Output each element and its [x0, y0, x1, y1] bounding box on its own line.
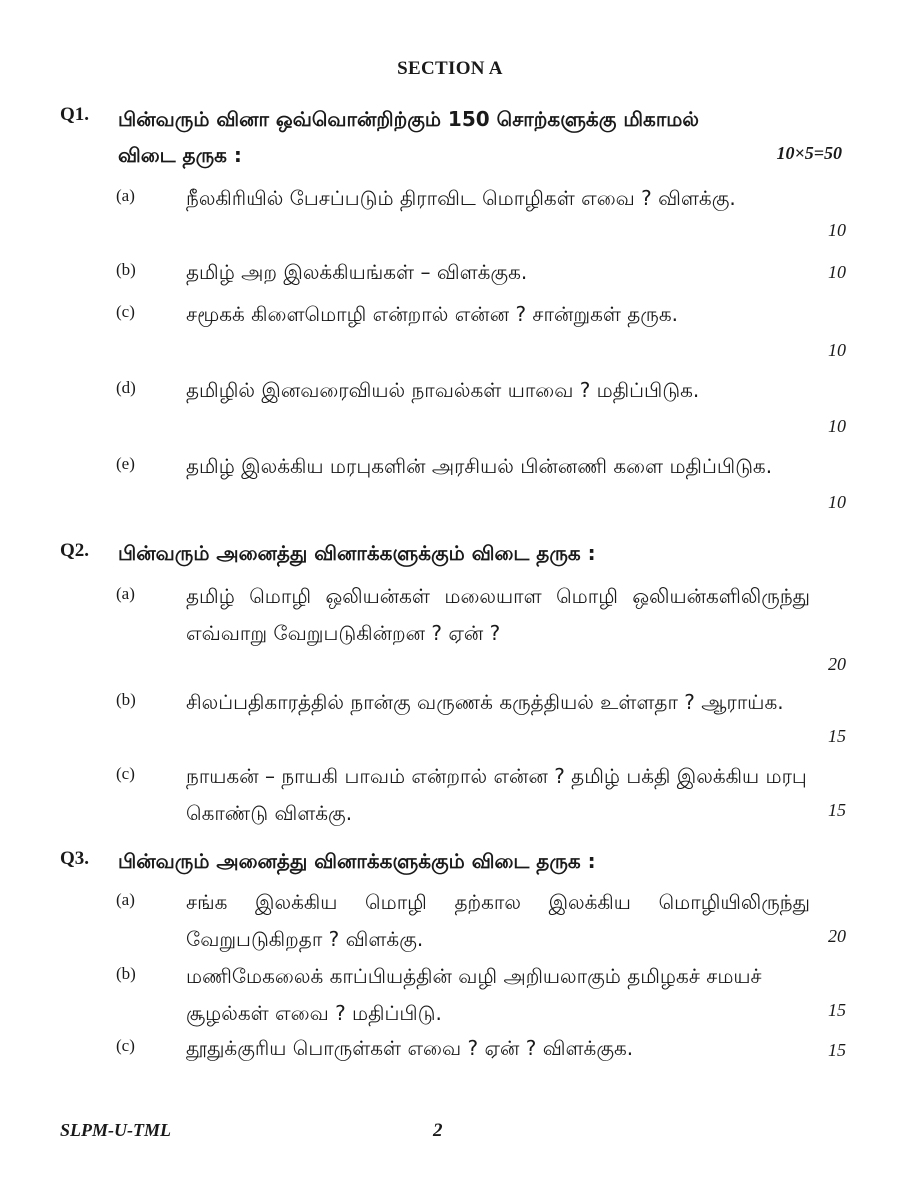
- item-label: (c): [116, 764, 135, 783]
- question-3-heading: [60, 842, 850, 882]
- question-2-item-a: [116, 578, 846, 692]
- item-label: (b): [116, 964, 136, 983]
- item-text: தூதுக்குரிய பொருள்கள் எவை ? ஏன் ? விளக்குக.: [186, 1036, 634, 1060]
- item-marks: 10: [828, 416, 846, 436]
- item-text: சங்க இலக்கிய மொழி தற்கால இலக்கிய மொழியிலிருந்து வேறுபடுகிறதா ? விளக்கு.: [186, 890, 810, 951]
- item-label: (e): [116, 454, 135, 473]
- item-text: தமிழில் இனவரைவியல் நாவல்கள் யாவை ? மதிப்பிடுக.: [186, 378, 700, 402]
- item-marks: 20: [828, 654, 846, 674]
- item-text: தமிழ் மொழி ஒலியன்கள் மலையாள மொழி ஒலியன்களிலிருந்து எவ்வாறு வேறுபடுகின்றன ? ஏன் ?: [186, 584, 810, 645]
- item-text: தமிழ் இலக்கிய மரபுகளின் அரசியல் பின்னணி களை மதிப்பிடுக.: [186, 454, 773, 478]
- question-1-item-d: [116, 372, 846, 448]
- question-1-item-a: [116, 180, 846, 256]
- item-label: (a): [116, 890, 135, 909]
- question-2-item-b: [116, 684, 846, 760]
- item-text: சமூகக் கிளைமொழி என்றால் என்ன ? சான்றுகள் தருக.: [186, 302, 678, 326]
- item-label: (a): [116, 584, 135, 603]
- question-1-heading: [60, 100, 850, 180]
- question-number: Q1.: [60, 104, 90, 125]
- item-label: (b): [116, 690, 136, 709]
- question-1-item-e: [116, 448, 846, 524]
- question-1-item-c: [116, 296, 846, 372]
- item-marks: 10: [828, 220, 846, 240]
- question-2-item-c: [116, 758, 846, 834]
- item-label: (c): [116, 1036, 135, 1055]
- question-text-line2: விடை தருக :: [118, 143, 242, 167]
- question-text-line1: பின்வரும் அனைத்து வினாக்களுக்கும் விடை தருக :: [118, 541, 596, 565]
- item-marks: 15: [828, 1000, 846, 1020]
- question-2-heading: [60, 534, 850, 574]
- question-3-item-b: [116, 958, 846, 1034]
- item-text: நீலகிரியில் பேசப்படும் திராவிட மொழிகள் எவை ? விளக்கு.: [186, 186, 736, 210]
- question-1-item-b: [116, 254, 846, 294]
- item-text: தமிழ் அற இலக்கியங்கள் – விளக்குக.: [186, 260, 528, 284]
- page-number: 2: [433, 1120, 443, 1141]
- question-number: Q3.: [60, 848, 90, 869]
- item-marks: 15: [828, 1040, 846, 1060]
- paper-code: SLPM-U-TML: [60, 1120, 171, 1140]
- question-text-line1: பின்வரும் வினா ஒவ்வொன்றிற்கும் 150 சொற்களுக்கு மிகாமல்: [118, 107, 699, 131]
- question-number: Q2.: [60, 540, 90, 561]
- question-marks-total: 10×5=50: [776, 143, 842, 163]
- item-marks: 20: [828, 926, 846, 946]
- item-marks: 10: [828, 340, 846, 360]
- item-label: (a): [116, 186, 135, 205]
- item-marks: 10: [828, 262, 846, 282]
- question-text-line1: பின்வரும் அனைத்து வினாக்களுக்கும் விடை தருக :: [118, 849, 596, 873]
- item-label: (d): [116, 378, 136, 397]
- item-text: நாயகன் – நாயகி பாவம் என்றால் என்ன ? தமிழ் பக்தி இலக்கிய மரபு கொண்டு விளக்கு.: [186, 764, 807, 825]
- item-text: மணிமேகலைக் காப்பியத்தின் வழி அறியலாகும் தமிழகச் சமயச் சூழல்கள் எவை ? மதிப்பிடு.: [186, 964, 762, 1025]
- item-marks: 15: [828, 726, 846, 746]
- question-3-item-a: [116, 884, 846, 960]
- item-label: (b): [116, 260, 136, 279]
- item-text: சிலப்பதிகாரத்தில் நான்கு வருணக் கருத்தியல் உள்ளதா ? ஆராய்க.: [186, 690, 784, 714]
- item-marks: 15: [828, 800, 846, 820]
- section-title: SECTION A: [397, 58, 503, 79]
- item-label: (c): [116, 302, 135, 321]
- question-3-item-c: [116, 1030, 846, 1070]
- item-marks: 10: [828, 492, 846, 512]
